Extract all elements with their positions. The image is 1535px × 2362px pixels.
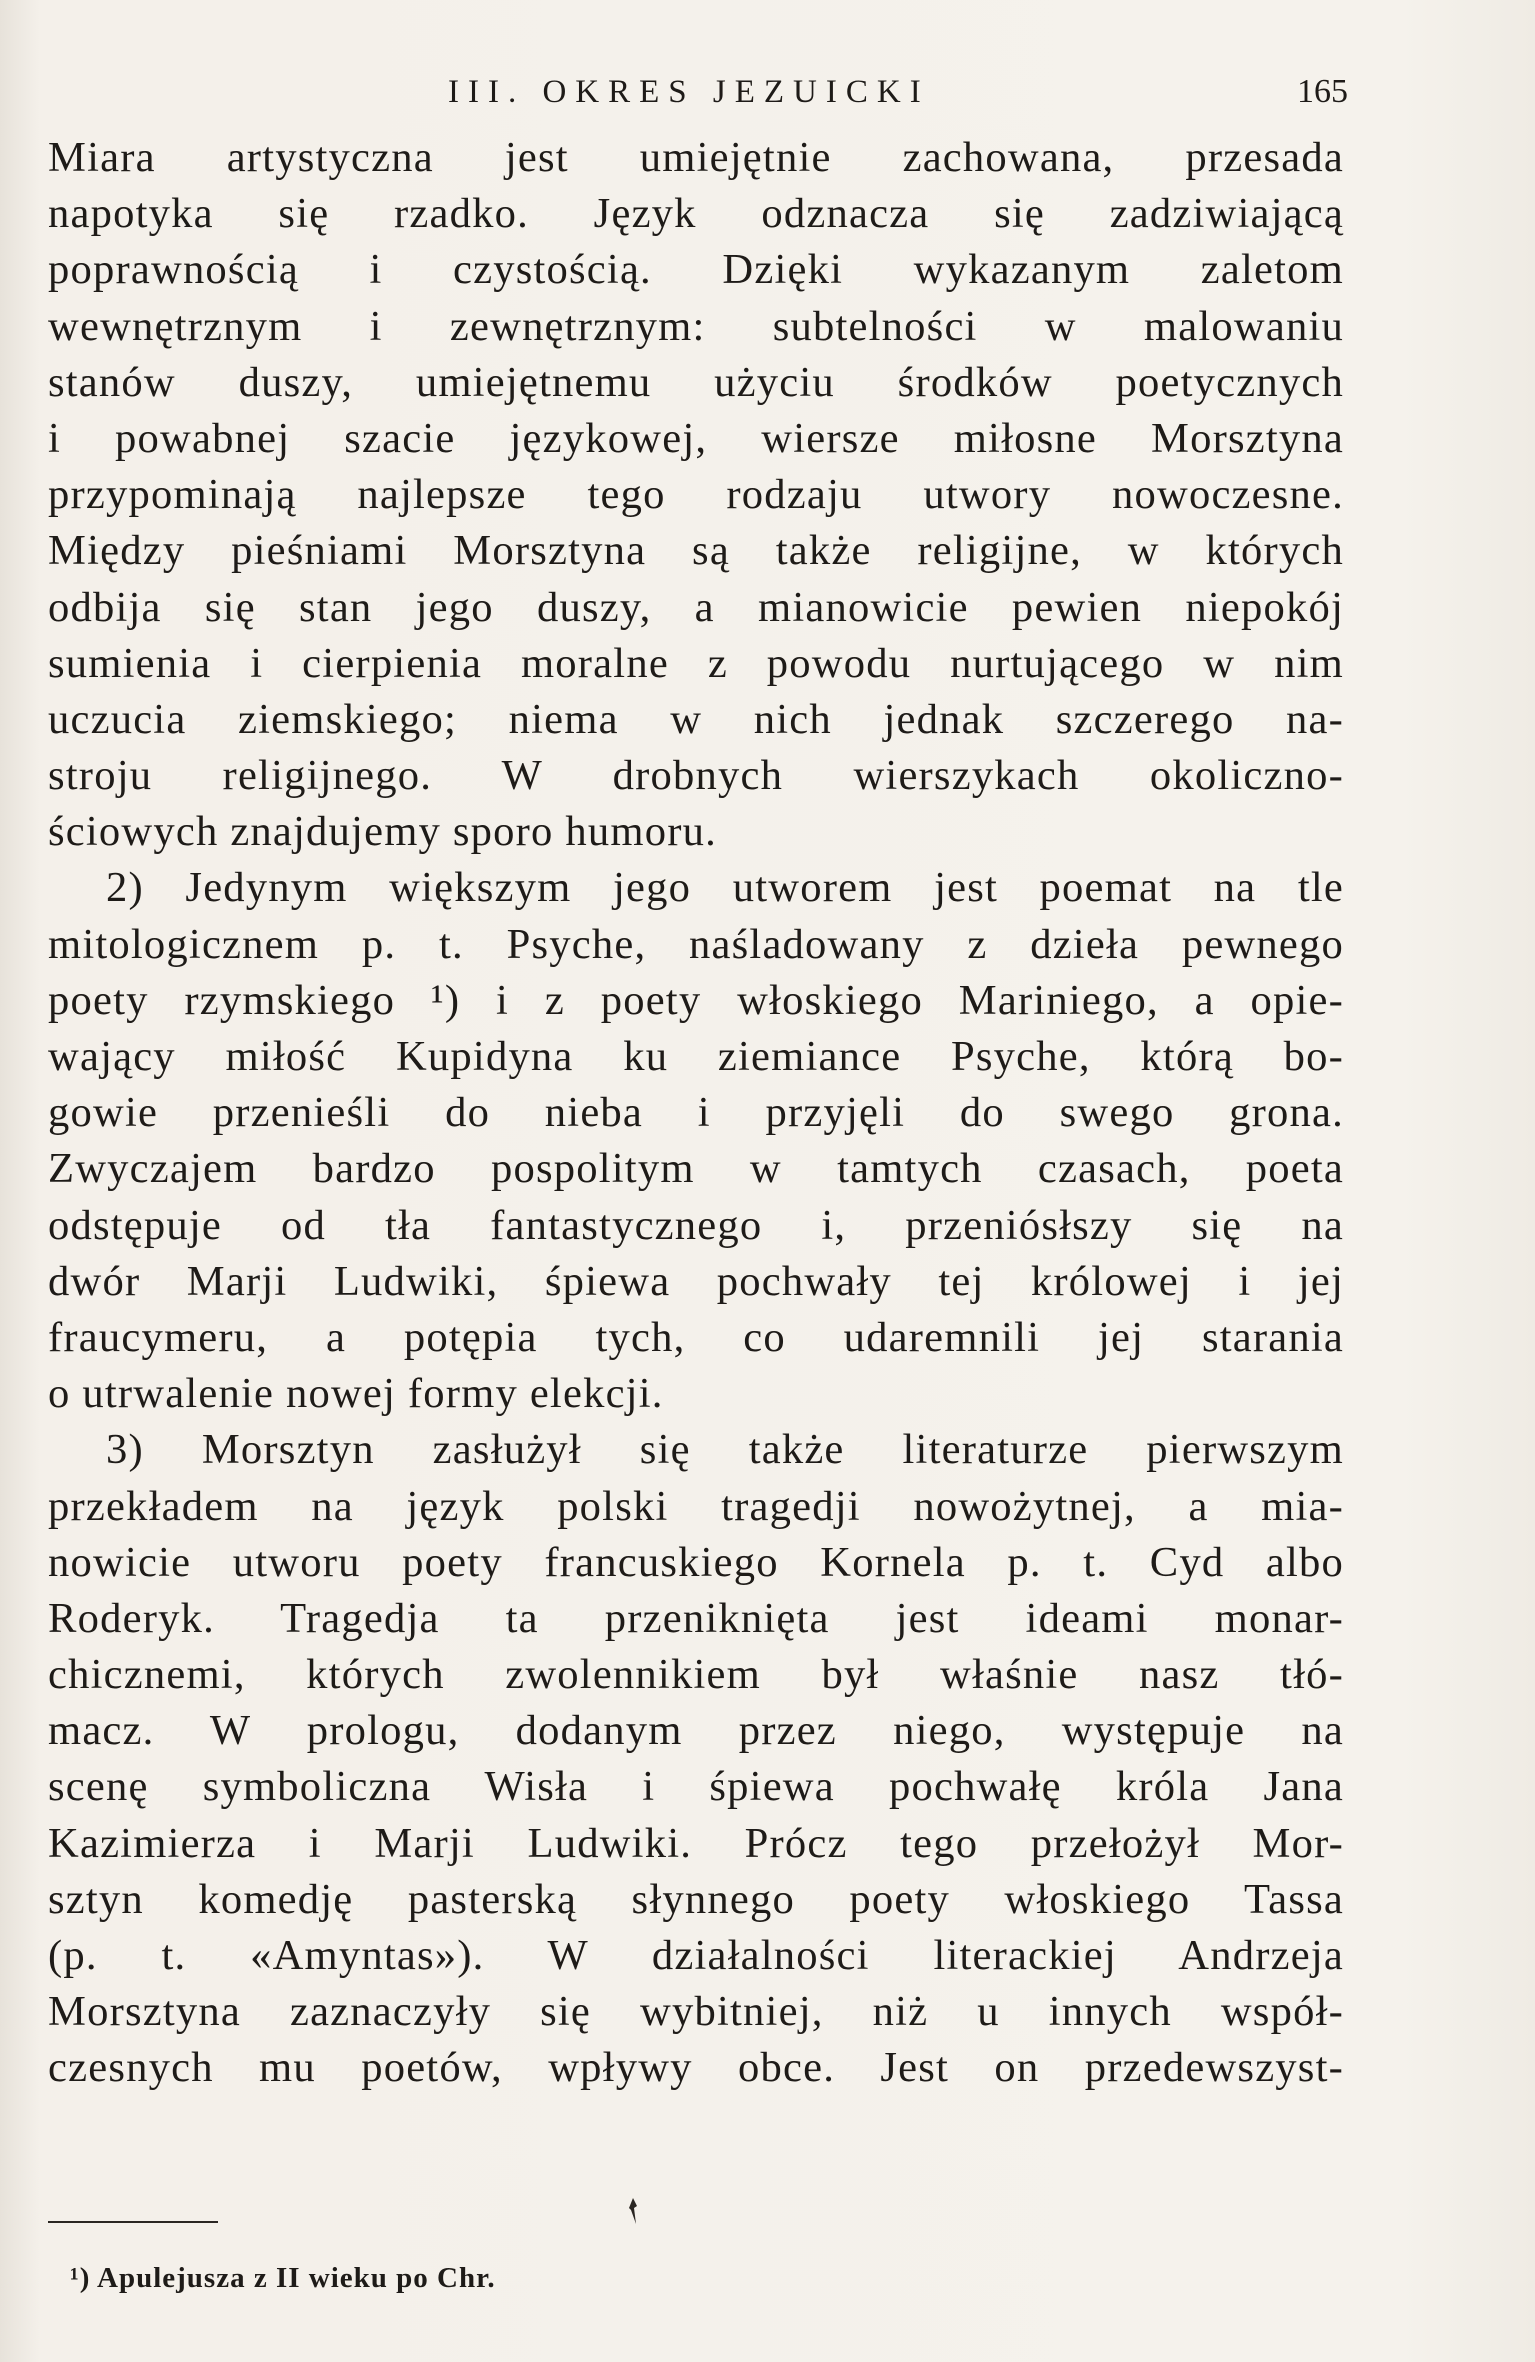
text-line: Morsztyna zaznaczyły się wybitniej, niż u innych współ-: [48, 1988, 1344, 2036]
page-number: 165: [1297, 73, 1348, 110]
text-line: poprawnością i czystością. Dzięki wykazanym zaletom: [48, 246, 1344, 294]
text-line: 3) Morsztyn zasłużył się także literaturze pierwszym: [106, 1426, 1344, 1474]
ink-speck-icon: [628, 2198, 638, 2224]
text-line: mitologicznem p. t. Psyche, naśladowany z dzieła pewnego: [48, 920, 1344, 968]
text-line: stroju religijnego. W drobnych wierszykach okoliczno-: [48, 752, 1344, 800]
footnote-marker: ¹): [70, 2262, 91, 2294]
text-line: sumienia i cierpienia moralne z powodu nurtującego w nim: [48, 639, 1344, 687]
text-line: przypominają najlepsze tego rodzaju utwory nowoczesne.: [48, 471, 1344, 519]
main-text: [48, 130, 1344, 2097]
text-line: scenę symboliczna Wisła i śpiewa pochwałę króla Jana: [48, 1763, 1344, 1811]
footnote-divider: [48, 2221, 218, 2223]
text-line: Między pieśniami Morsztyna są także religijne, w których: [48, 527, 1344, 575]
text-line: Zwyczajem bardzo pospolitym w tamtych czasach, poeta: [48, 1145, 1344, 1193]
text-line: gowie przenieśli do nieba i przyjęli do swego grona.: [48, 1089, 1344, 1137]
text-line: stanów duszy, umiejętnemu użyciu środków poetycznych: [48, 358, 1344, 406]
text-line: sztyn komedję pasterską słynnego poety włoskiego Tassa: [48, 1875, 1344, 1923]
page-header: [48, 70, 1348, 114]
text-line: przekładem na język polski tragedji nowożytnej, a mia-: [48, 1482, 1344, 1530]
text-line: napotyka się rzadko. Język odznacza się zadziwiającą: [48, 190, 1344, 238]
text-line: czesnych mu poetów, wpływy obce. Jest on przedewszyst-: [48, 2044, 1344, 2092]
running-head: III. OKRES JEZUICKI: [448, 74, 930, 110]
text-line: odstępuje od tła fantastycznego i, przeniósłszy się na: [48, 1201, 1344, 1249]
text-line: Miara artystyczna jest umiejętnie zachowana, przesada: [48, 134, 1344, 181]
text-line: Kazimierza i Marji Ludwiki. Prócz tego przełożył Mor-: [48, 1819, 1344, 1867]
text-line: odbija się stan jego duszy, a mianowicie pewien niepokój: [48, 583, 1344, 631]
text-line: wający miłość Kupidyna ku ziemiance Psyche, którą bo-: [48, 1033, 1344, 1080]
text-line: fraucymeru, a potępia tych, co udaremnili jej starania: [48, 1313, 1344, 1361]
footnote-text: Apulejusza z II wieku po Chr.: [97, 2262, 496, 2294]
text-line: nowicie utworu poety francuskiego Kornela p. t. Cyd albo: [48, 1538, 1344, 1586]
text-line: o utrwalenie nowej formy elekcji.: [48, 1370, 664, 1418]
text-line: uczucia ziemskiego; niema w nich jednak szczerego na-: [48, 695, 1344, 743]
text-line: dwór Marji Ludwiki, śpiewa pochwały tej królowej i jej: [48, 1257, 1344, 1305]
text-line: i powabnej szacie językowej, wiersze miłosne Morsztyna: [48, 414, 1344, 462]
text-line: wewnętrznym i zewnętrznym: subtelności w malowaniu: [48, 302, 1344, 350]
text-line: macz. W prologu, dodanym przez niego, występuje na: [48, 1707, 1344, 1755]
text-line: (p. t. «Amyntas»). W działalności literackiej Andrzeja: [48, 1932, 1344, 1979]
footnote: [70, 2258, 496, 2298]
text-line: ściowych znajdujemy sporo humoru.: [48, 808, 717, 856]
text-line: Roderyk. Tragedja ta przeniknięta jest ideami monar-: [48, 1594, 1344, 1642]
text-line: 2) Jedynym większym jego utworem jest poemat na tle: [106, 864, 1344, 912]
text-line: chicznemi, których zwolennikiem był właśnie nasz tłó-: [48, 1651, 1344, 1699]
text-line: poety rzymskiego ¹) i z poety włoskiego Mariniego, a opie-: [48, 976, 1344, 1024]
